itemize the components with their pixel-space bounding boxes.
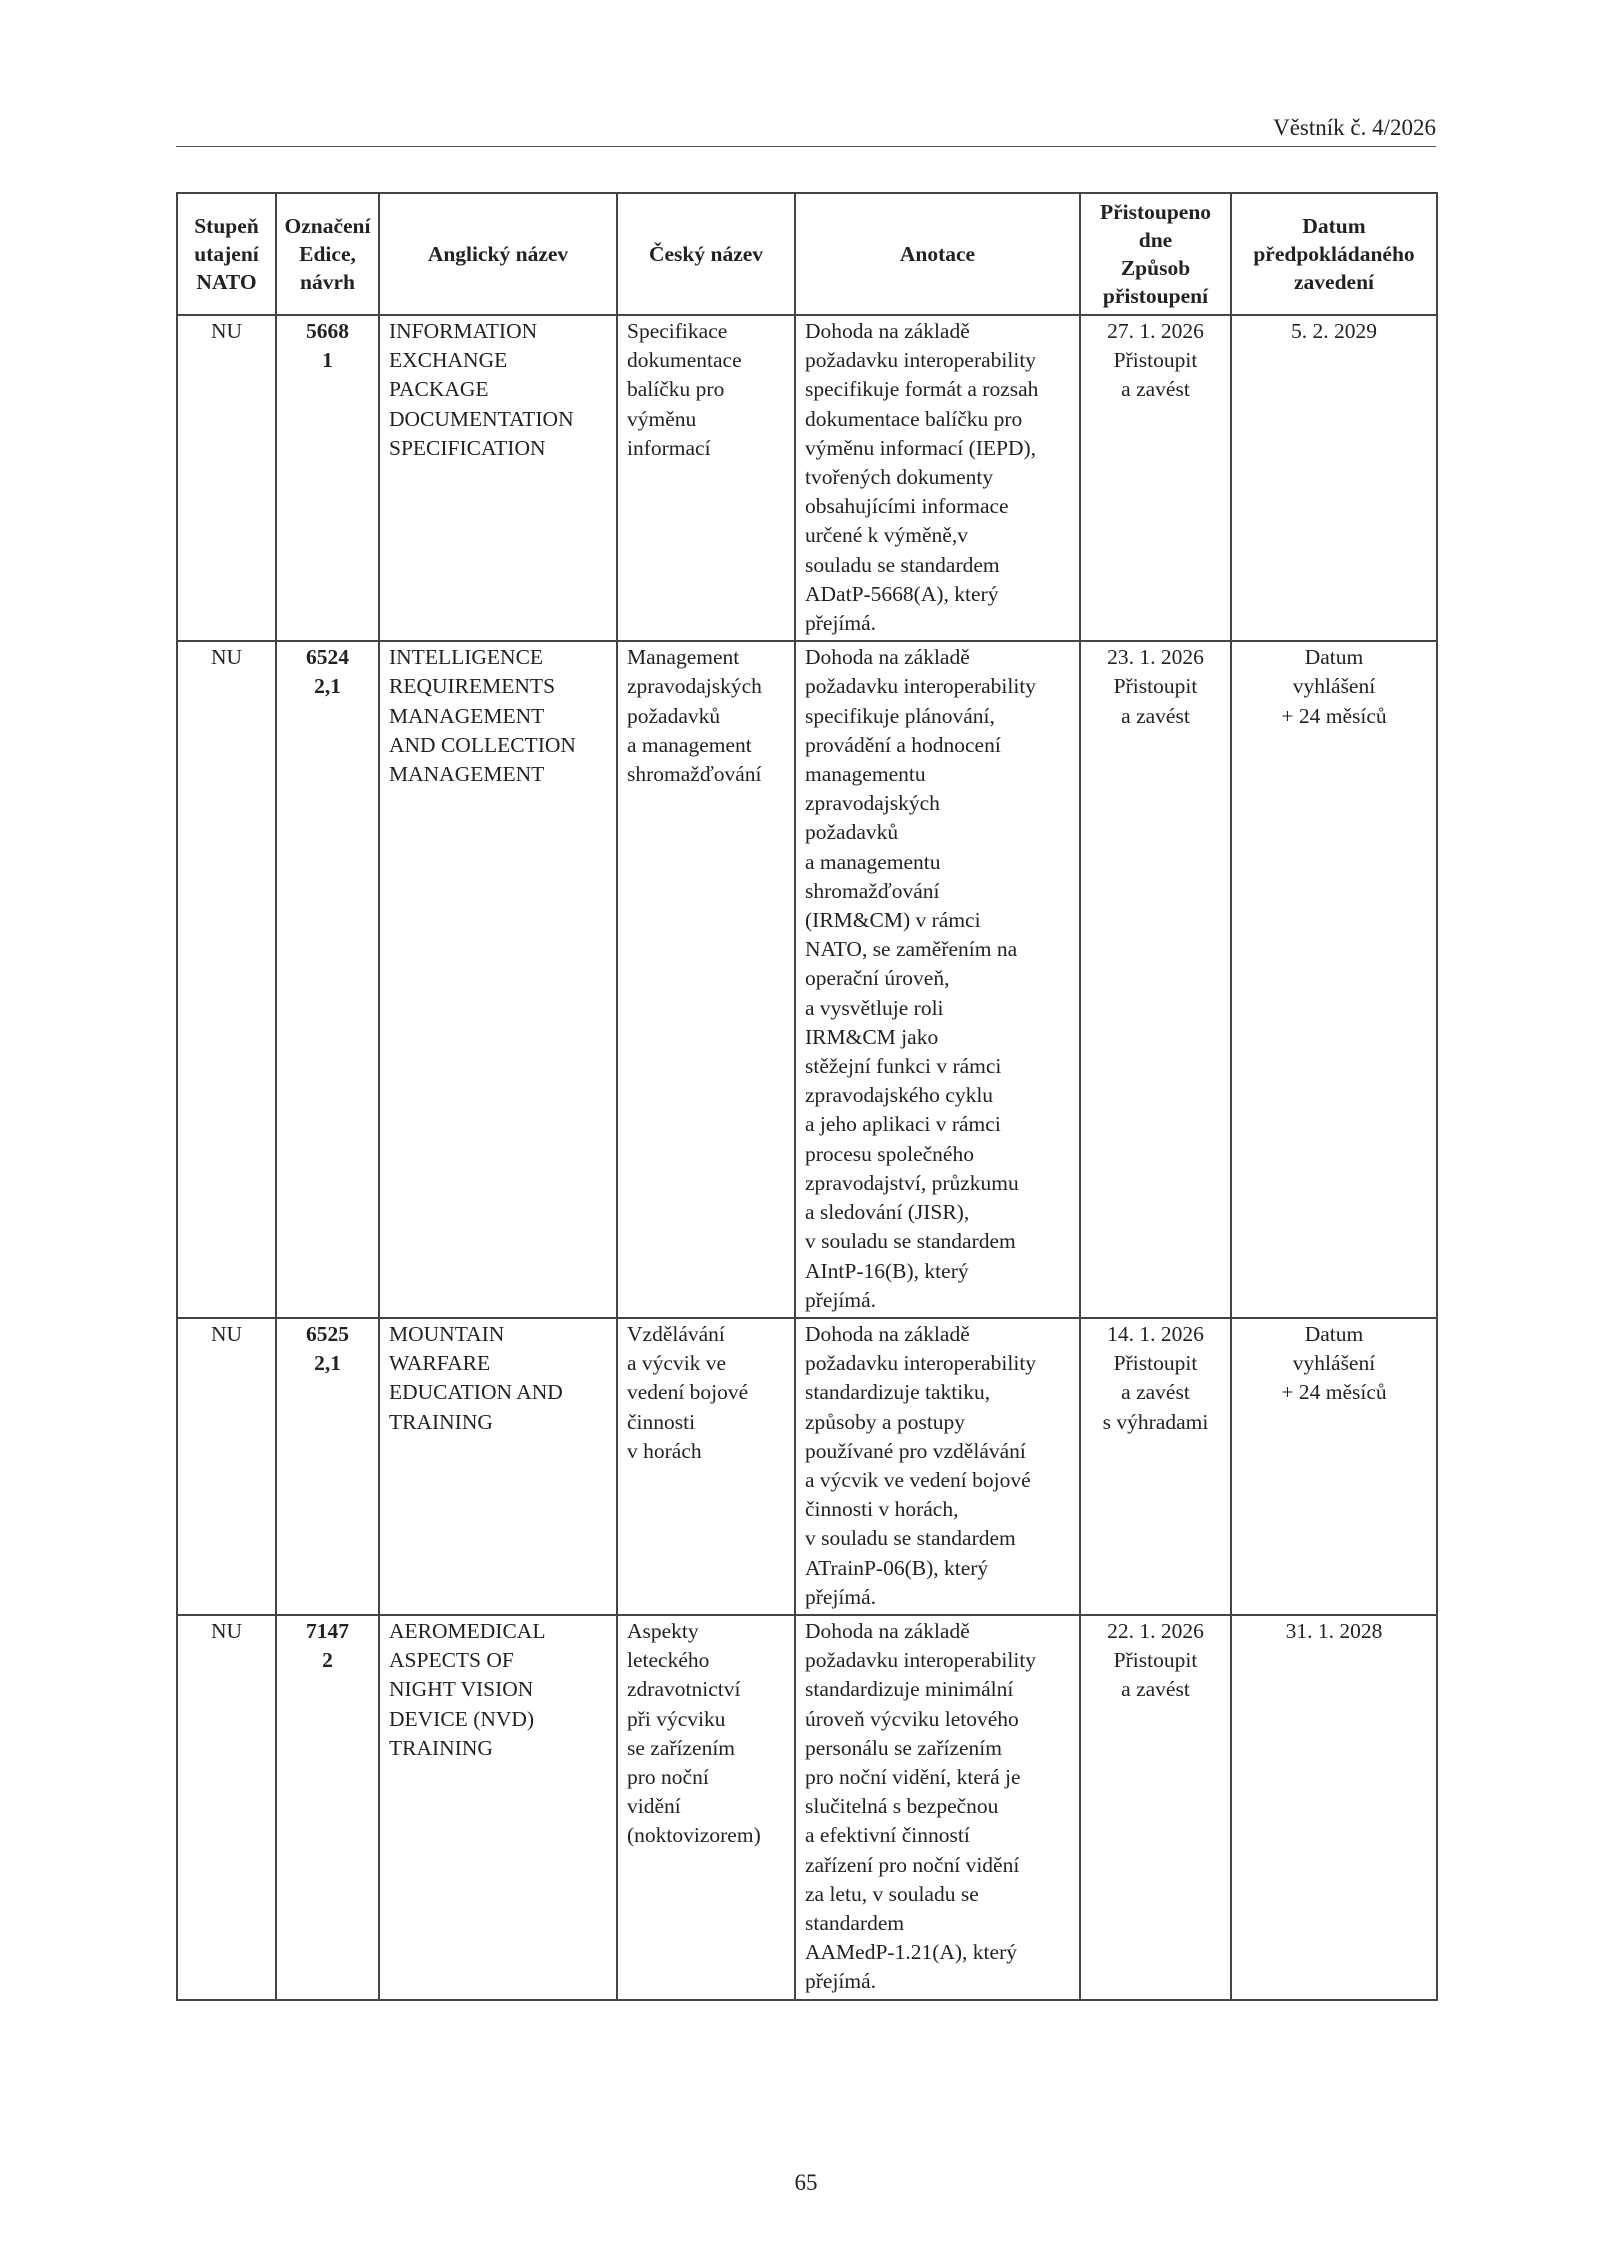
col-header-czech-title: Český název: [617, 193, 795, 315]
table-row: [177, 641, 1437, 1318]
cell-designation: 6524 2,1: [276, 641, 379, 1318]
cell-english-title: INFORMATION EXCHANGE PACKAGE DOCUMENTATION SPECIFICATION: [379, 315, 617, 641]
cell-ratification: 22. 1. 2026 Přistoupit a zavést: [1080, 1615, 1231, 2000]
standards-table: [176, 192, 1438, 2001]
col-header-annotation: Anotace: [795, 193, 1080, 315]
cell-czech-title: Aspekty leteckého zdravotnictví při výcviku se zařízením pro noční vidění (noktovizorem): [617, 1615, 795, 2000]
header-divider: [176, 146, 1436, 147]
page-footer: [176, 2170, 1436, 2196]
cell-english-title: INTELLIGENCE REQUIREMENTS MANAGEMENT AND COLLECTION MANAGEMENT: [379, 641, 617, 1318]
cell-classification: NU: [177, 315, 276, 641]
cell-designation: 5668 1: [276, 315, 379, 641]
cell-annotation: Dohoda na základě požadavku interoperability specifikuje plánování, provádění a hodnocení managementu zpravodajských požadavků a managementu shromažďování (IRM&CM) v rámci NATO, se zaměřením na operační úroveň, a vysvětluje roli IRM&CM jako stěžejní funkci v rámci zpravodajského cyklu a jeho aplikaci v rámci procesu společného zpravodajství, průzkumu a sledování (JISR), v souladu se standardem AIntP-16(B), který přejímá.: [795, 641, 1080, 1318]
cell-classification: NU: [177, 641, 276, 1318]
table-row: [177, 1615, 1437, 2000]
col-header-designation: Označení Edice, návrh: [276, 193, 379, 315]
cell-classification: NU: [177, 1615, 276, 2000]
cell-implementation: 5. 2. 2029: [1231, 315, 1437, 641]
cell-classification: NU: [177, 1318, 276, 1615]
table-row: [177, 1318, 1437, 1615]
col-header-english-title: Anglický název: [379, 193, 617, 315]
table-header: [177, 193, 1437, 315]
cell-implementation: Datum vyhlášení + 24 měsíců: [1231, 1318, 1437, 1615]
col-header-ratification: Přistoupeno dne Způsob přistoupení: [1080, 193, 1231, 315]
cell-ratification: 14. 1. 2026 Přistoupit a zavést s výhradami: [1080, 1318, 1231, 1615]
cell-czech-title: Specifikace dokumentace balíčku pro výměnu informací: [617, 315, 795, 641]
journal-title: Věstník č. 4/2026: [1273, 115, 1436, 140]
cell-annotation: Dohoda na základě požadavku interoperability specifikuje formát a rozsah dokumentace balíčku pro výměnu informací (IEPD), tvořených dokumenty obsahujícími informace určené k výměně,v souladu se standardem ADatP-5668(A), který přejímá.: [795, 315, 1080, 641]
cell-english-title: MOUNTAIN WARFARE EDUCATION AND TRAINING: [379, 1318, 617, 1615]
cell-implementation: Datum vyhlášení + 24 měsíců: [1231, 641, 1437, 1318]
col-header-implementation: Datum předpokládaného zavedení: [1231, 193, 1437, 315]
cell-english-title: AEROMEDICAL ASPECTS OF NIGHT VISION DEVICE (NVD) TRAINING: [379, 1615, 617, 2000]
cell-czech-title: Management zpravodajských požadavků a management shromažďování: [617, 641, 795, 1318]
cell-annotation: Dohoda na základě požadavku interoperability standardizuje taktiku, způsoby a postupy používané pro vzdělávání a výcvik ve vedení bojové činnosti v horách, v souladu se standardem ATrainP-06(B), který přejímá.: [795, 1318, 1080, 1615]
col-header-classification: Stupeň utajení NATO: [177, 193, 276, 315]
cell-annotation: Dohoda na základě požadavku interoperability standardizuje minimální úroveň výcviku letového personálu se zařízením pro noční vidění, která je slučitelná s bezpečnou a efektivní činností zařízení pro noční vidění za letu, v souladu se standardem AAMedP-1.21(A), který přejímá.: [795, 1615, 1080, 2000]
cell-implementation: 31. 1. 2028: [1231, 1615, 1437, 2000]
table-row: [177, 315, 1437, 641]
cell-czech-title: Vzdělávání a výcvik ve vedení bojové činnosti v horách: [617, 1318, 795, 1615]
cell-designation: 7147 2: [276, 1615, 379, 2000]
cell-designation: 6525 2,1: [276, 1318, 379, 1615]
cell-ratification: 23. 1. 2026 Přistoupit a zavést: [1080, 641, 1231, 1318]
page-number: 65: [794, 2170, 818, 2195]
cell-ratification: 27. 1. 2026 Přistoupit a zavést: [1080, 315, 1231, 641]
page-header: [176, 114, 1436, 142]
